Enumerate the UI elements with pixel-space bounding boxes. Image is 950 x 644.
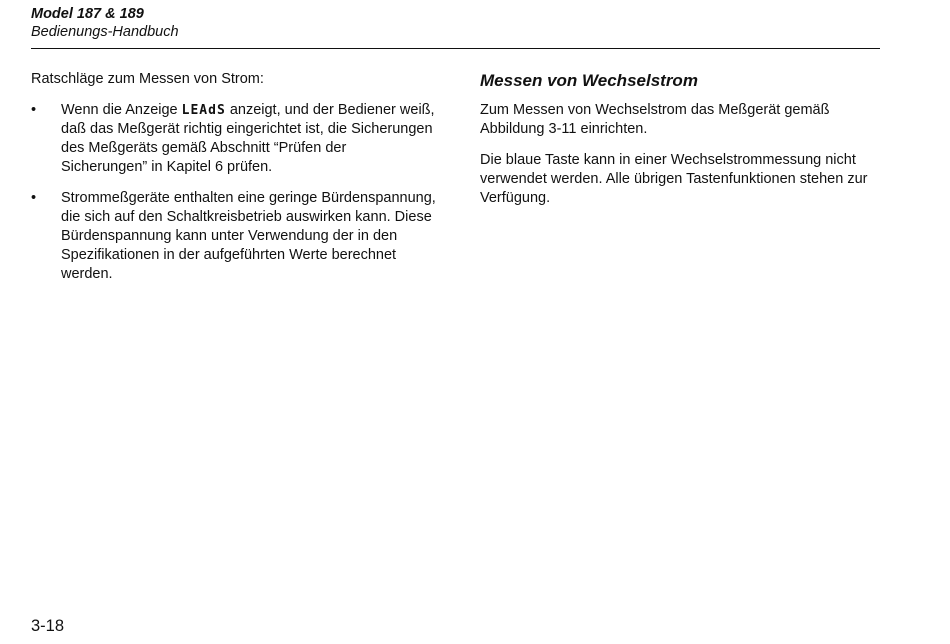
page-header: [31, 5, 881, 42]
header-subtitle: Bedienungs-Handbuch: [31, 24, 179, 40]
bullet-icon: •: [31, 102, 37, 118]
right-column: [480, 70, 880, 220]
paragraph-blue-key: Die blaue Taste kann in einer Wechselstrommessung nicht verwendet werden. Alle übrigen Tastenfunktionen stehen zur Verfügung.: [480, 152, 868, 206]
header-title: Model 187 & 189: [31, 6, 144, 22]
bullet-text: Strommeßgeräte enthalten eine geringe Bürdenspannung, die sich auf den Schaltkreisbetrieb auswirken kann. Diese Bürdenspannung kann unter Verwendung der in den Spezifikationen in der aufgeführten Werte berechnet werden.: [61, 190, 436, 282]
section-heading: Messen von Wechselstrom: [480, 71, 698, 90]
left-column: [31, 70, 436, 296]
bullet-text-before: Wenn die Anzeige: [61, 102, 182, 118]
current-tips-intro: Ratschläge zum Messen von Strom:: [31, 71, 264, 87]
bullet-icon: •: [31, 190, 37, 206]
paragraph-setup: Zum Messen von Wechselstrom das Meßgerät gemäß Abbildung 3-11 einrichten.: [480, 102, 830, 137]
bullet-text-after: anzeigt, und der Bediener weiß, daß das Meßgerät richtig eingerichtet ist, die Sicherungen des Meßgeräts gemäß Abschnitt “Prüfen der Sicherungen” in Kapitel 6 prüfen.: [61, 102, 435, 175]
lcd-display-text: LEAdS: [181, 103, 226, 118]
page-number: 3-18: [31, 617, 65, 635]
bullet-item-burden-voltage: [31, 189, 436, 284]
header-divider: [31, 48, 880, 49]
bullet-item-leads-display: [31, 101, 436, 177]
